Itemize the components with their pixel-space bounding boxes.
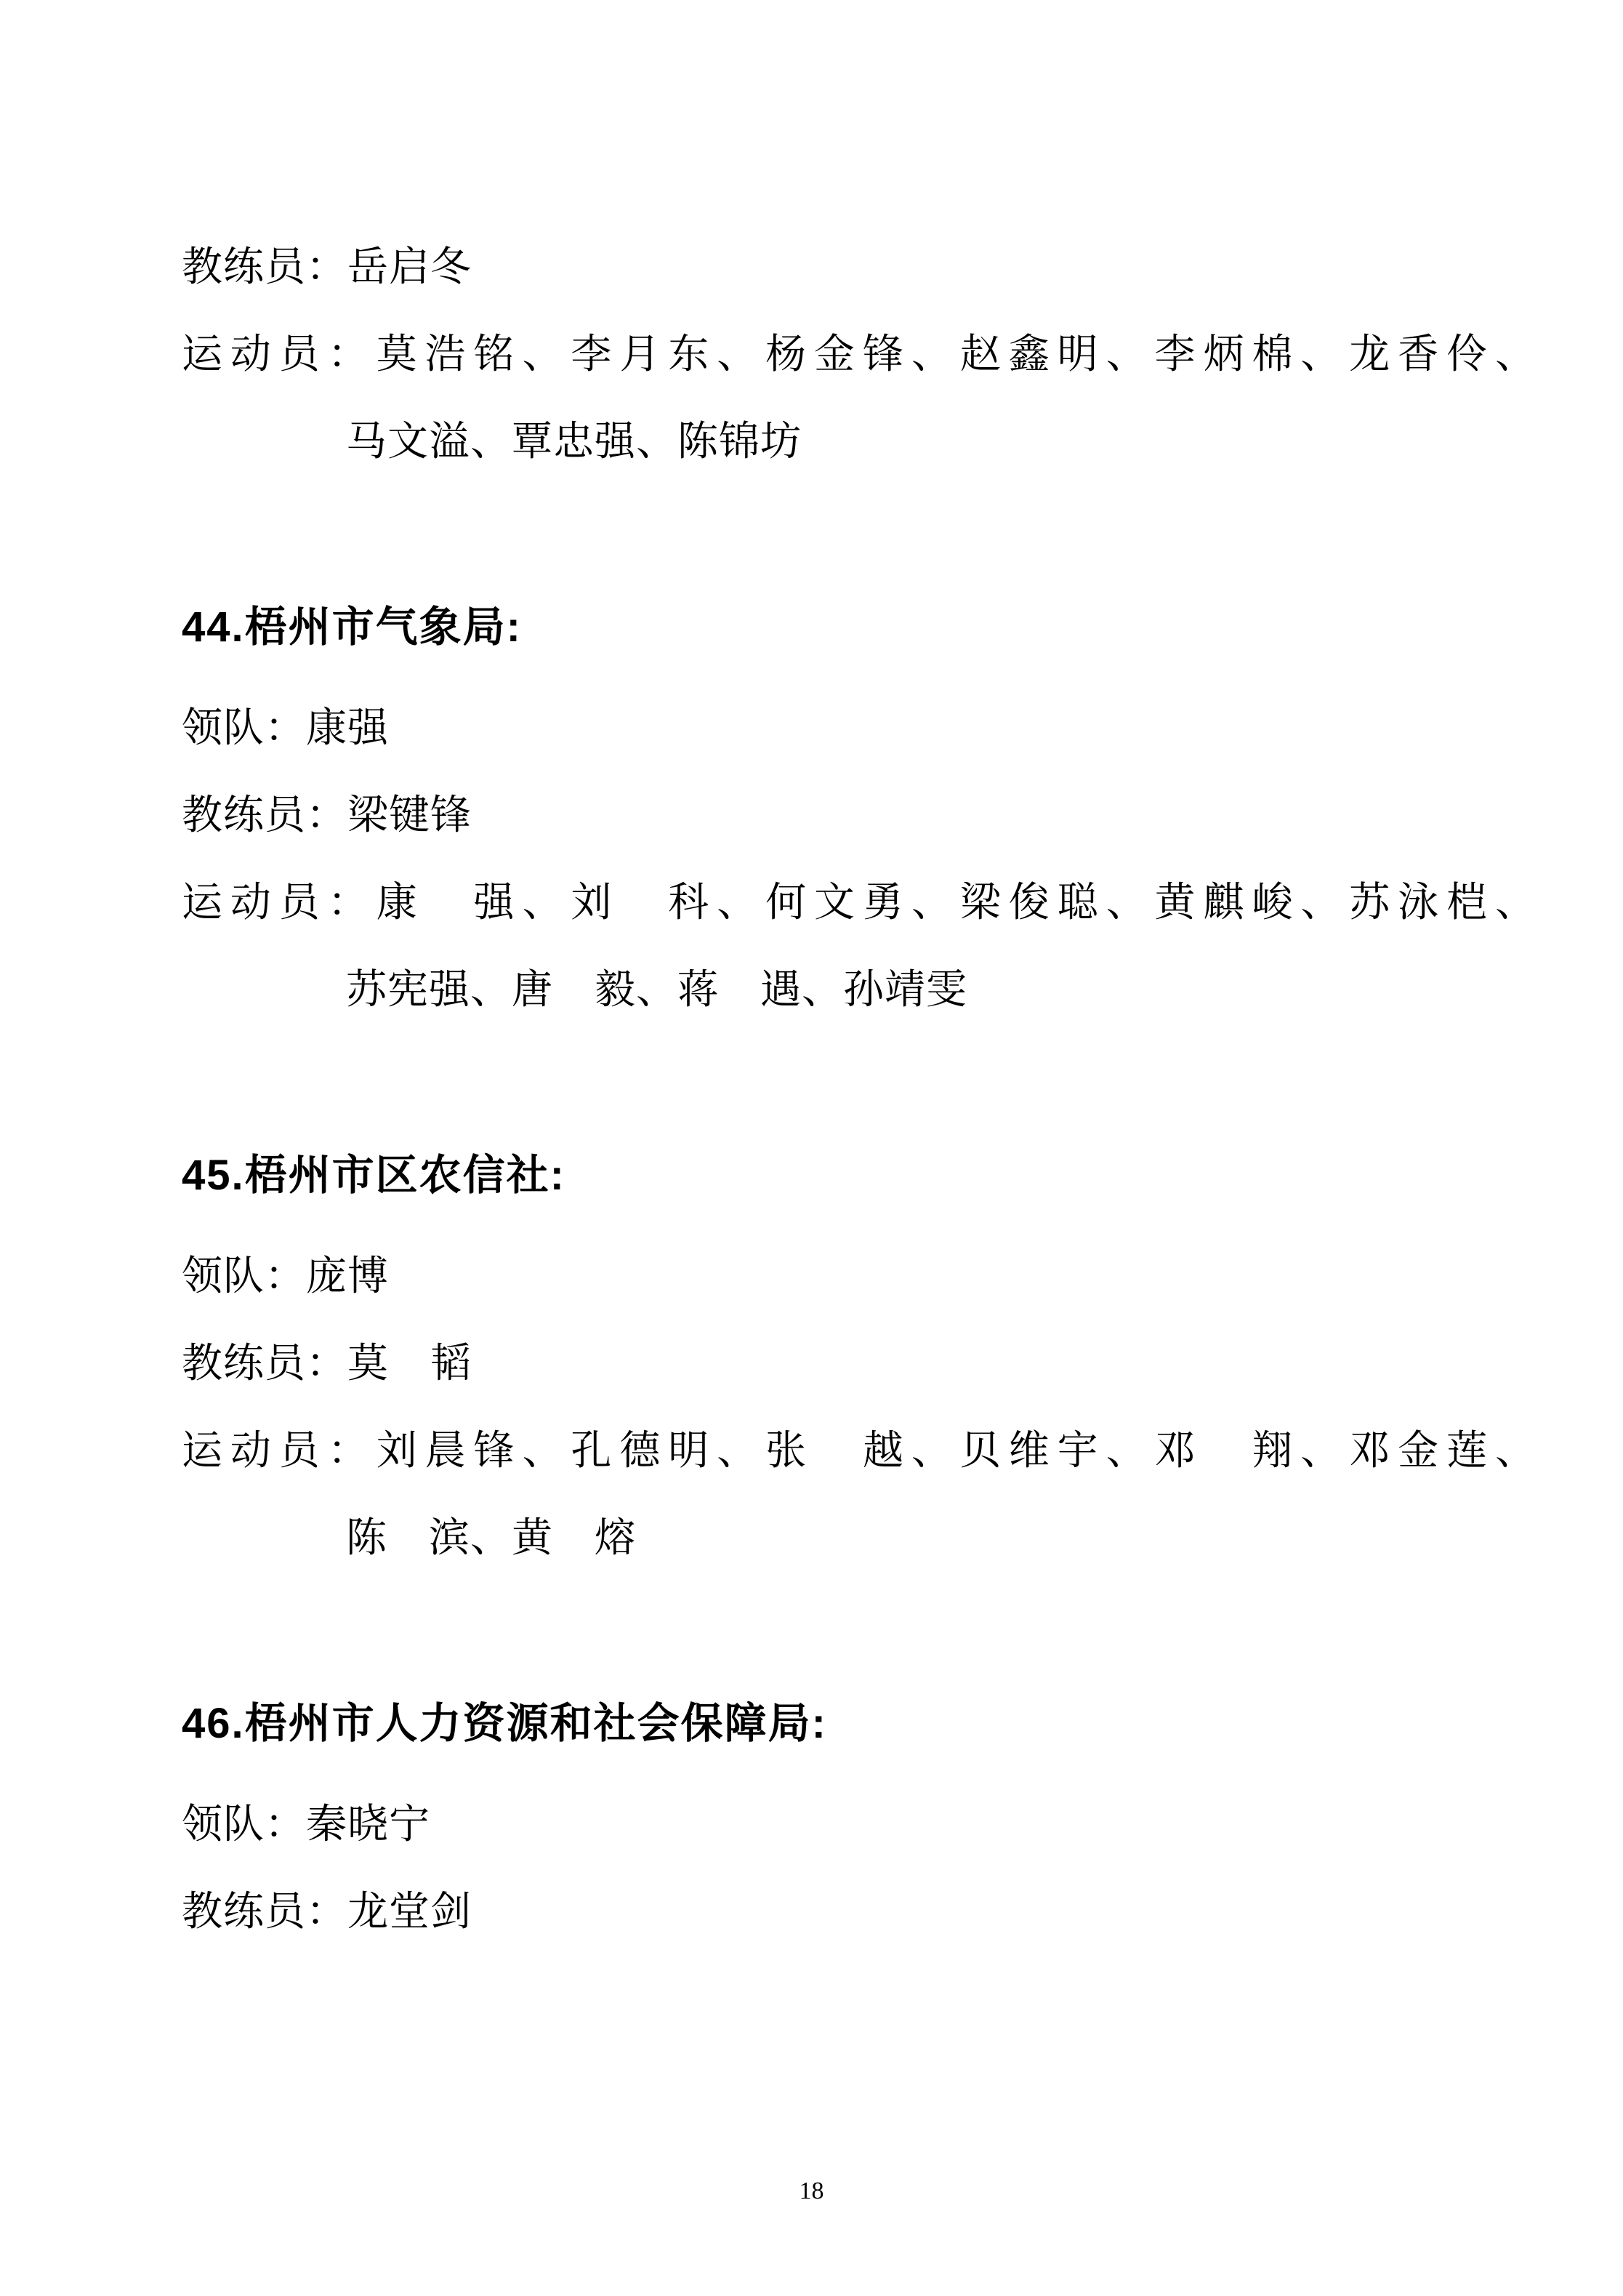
section-45-coach-line: 教练员：莫 韬 bbox=[182, 1341, 472, 1386]
section-44-athletes-line-1: 运动员：康 强、刘 科、何文勇、梁俊聪、黄麒峻、苏泳桤、 bbox=[182, 880, 1537, 926]
section-44-coach-line: 教练员：梁键锋 bbox=[182, 793, 472, 838]
section-44-athletes-line-2: 苏宪强、唐 毅、蒋 遇、孙靖雯 bbox=[346, 968, 967, 1013]
carryover-coach-line: 教练员：岳启冬 bbox=[182, 245, 472, 290]
section-45-athletes-line-2: 陈 滨、黄 熔 bbox=[346, 1516, 636, 1561]
page-number: 18 bbox=[799, 2177, 824, 2204]
section-46-coach-line: 教练员：龙堂剑 bbox=[182, 1890, 472, 1935]
carryover-athletes-line-1: 运动员：莫浩铭、李月东、杨金锋、赵鑫明、李炳棉、龙香伶、 bbox=[182, 332, 1537, 377]
section-45-athletes-line-1: 运动员：刘晨锋、孔德明、张 越、贝维宇、邓 翔、邓金莲、 bbox=[182, 1429, 1537, 1474]
section-heading-46: 46.梧州市人力资源和社会保障局: bbox=[182, 1700, 827, 1747]
section-44-leader-line: 领队：康强 bbox=[182, 706, 389, 751]
section-46-leader-line: 领队：秦晓宁 bbox=[182, 1802, 430, 1847]
carryover-athletes-line-2: 马文溢、覃忠强、陈锦坊 bbox=[346, 420, 802, 465]
section-heading-45: 45.梧州市区农信社: bbox=[182, 1152, 565, 1199]
section-heading-44: 44.梧州市气象局: bbox=[182, 603, 522, 651]
section-45-leader-line: 领队：庞博 bbox=[182, 1254, 389, 1299]
